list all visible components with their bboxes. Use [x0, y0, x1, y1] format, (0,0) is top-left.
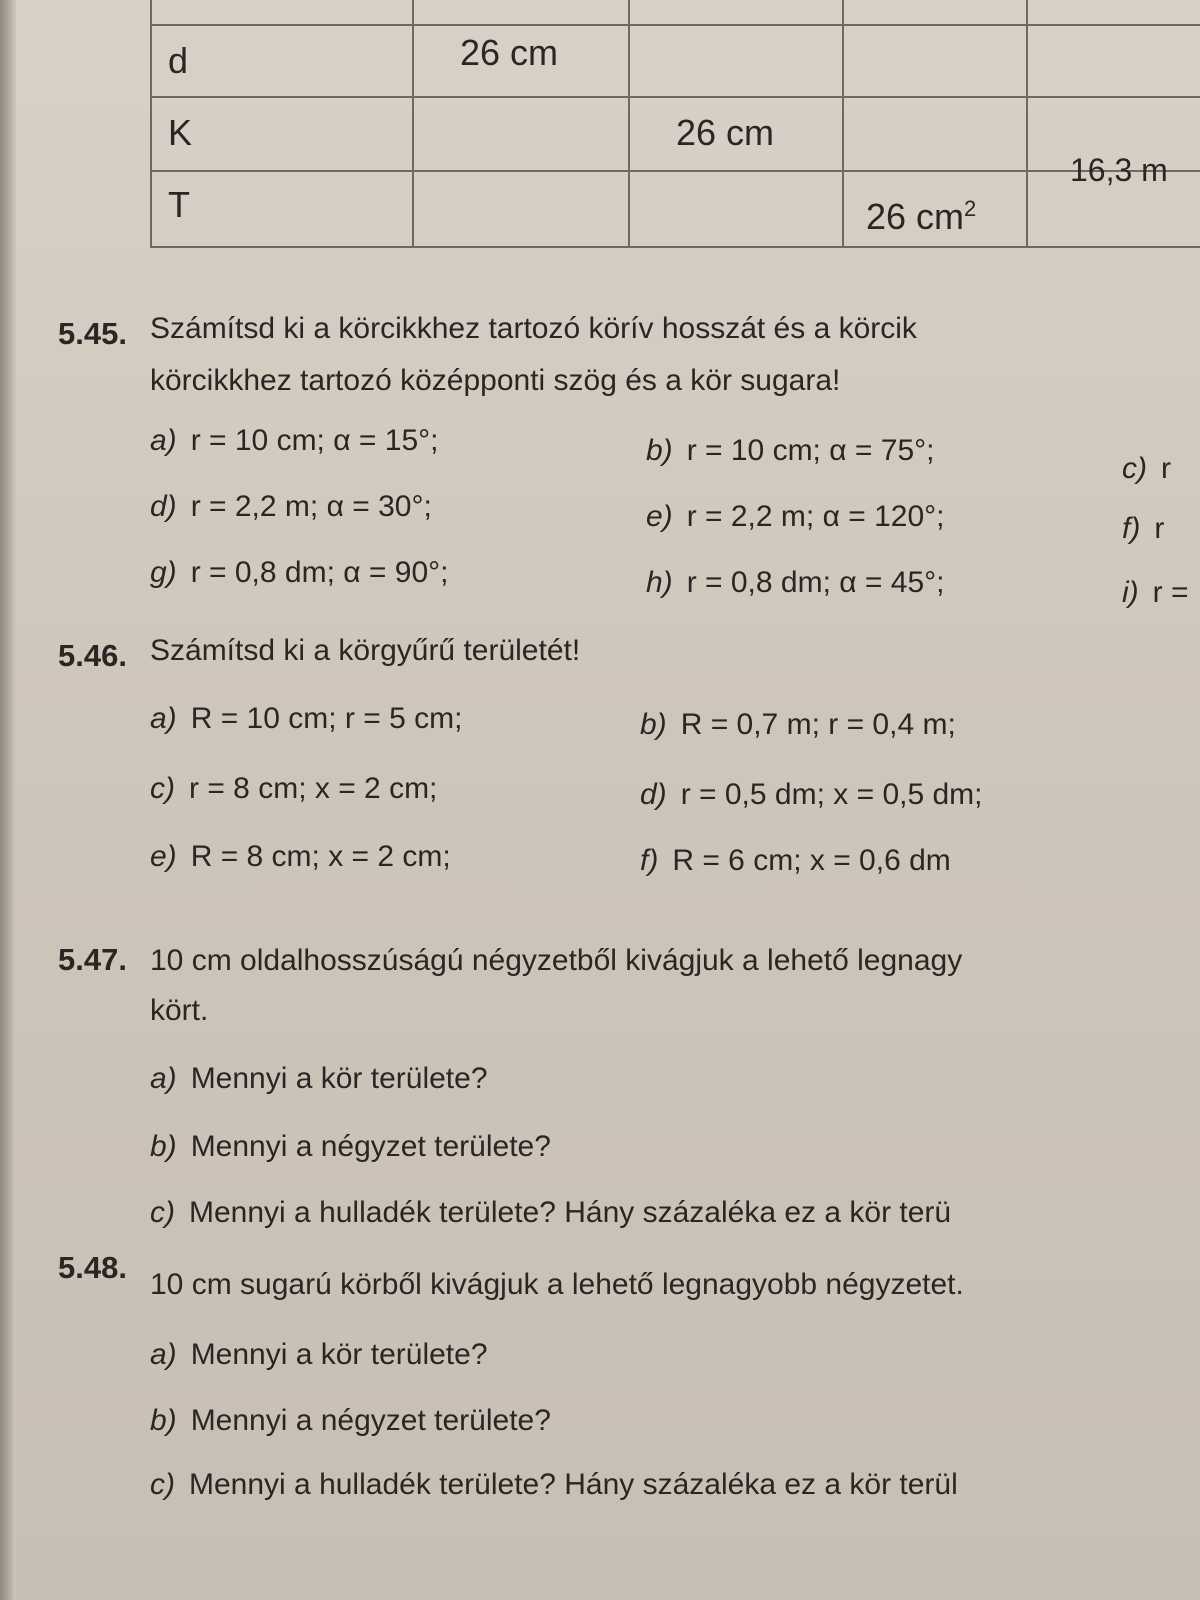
subtask-label: c) [150, 1468, 175, 1501]
subtask-label: a) [150, 1062, 177, 1095]
subtask [640, 778, 983, 812]
problem-number: 5.46. [58, 638, 127, 673]
subtask-label: d) [150, 490, 177, 523]
table-rule [412, 0, 414, 248]
table-rule [842, 0, 844, 248]
subtask-label: i) [1122, 576, 1139, 609]
subtask-label: b) [646, 434, 673, 467]
problem-text-line: 10 cm sugarú körből kivágjuk a lehető legnagyobb négyzetet. [150, 1268, 964, 1301]
problem-number: 5.48. [58, 1250, 127, 1285]
subtask-text: R = 0,7 m; r = 0,4 m; [680, 708, 956, 741]
table-row-label: K [168, 112, 193, 153]
table-rule [628, 0, 630, 248]
subtask-label: c) [150, 1196, 175, 1229]
subtask-text: r = 0,8 dm; α = 45°; [686, 566, 945, 599]
subtask-text: r = 2,2 m; α = 120°; [686, 500, 945, 533]
table-rule [150, 24, 1200, 26]
subtask [1122, 576, 1189, 610]
subtask [150, 702, 462, 736]
subtask-label: h) [646, 566, 673, 599]
subtask-label: c) [1122, 452, 1147, 485]
subtask-label: b) [150, 1130, 177, 1163]
subtask-text: r = 2,2 m; α = 30°; [190, 490, 432, 523]
table-cell-value: 26 cm [866, 196, 965, 237]
subtask [150, 1130, 551, 1164]
subtask-text: r = 0,5 dm; x = 0,5 dm; [680, 778, 983, 811]
subtask [150, 556, 449, 590]
subtask-label: e) [646, 500, 673, 533]
subtask [1122, 512, 1164, 546]
subtask-text: Mennyi a kör területe? [190, 1062, 488, 1095]
problem-text-line: Számítsd ki a körgyűrű területét! [150, 634, 581, 667]
subtask-label: e) [150, 840, 177, 873]
subtask [640, 844, 951, 878]
problem-text-line: Számítsd ki a körcikkhez tartozó körív hosszát és a körcik [150, 312, 917, 345]
subtask-text: r = 10 cm; α = 75°; [686, 434, 935, 467]
subtask-label: a) [150, 1338, 177, 1371]
table-row-label: d [168, 40, 189, 81]
table-cell: 16,3 m [1070, 152, 1168, 188]
subtask [150, 1338, 488, 1372]
table-rule [1026, 0, 1028, 248]
subtask-text: R = 10 cm; r = 5 cm; [190, 702, 463, 735]
subtask [646, 500, 945, 534]
subtask-label: a) [150, 424, 177, 457]
subtask [150, 1062, 488, 1096]
subtask [646, 434, 934, 468]
subtask [646, 566, 945, 600]
problem-number: 5.45. [58, 316, 127, 351]
subtask-text: Mennyi a hulladék területe? Hány százaléka ez a kör terü [189, 1196, 952, 1229]
table-rule [150, 246, 1200, 248]
book-gutter-shadow [0, 0, 16, 1600]
superscript: 2 [964, 196, 977, 221]
subtask [150, 1468, 958, 1502]
subtask-text: Mennyi a hulladék területe? Hány százaléka ez a kör terül [189, 1468, 958, 1501]
subtask-label: b) [640, 708, 667, 741]
subtask-text: r [1161, 452, 1171, 485]
table-rule [150, 170, 1200, 172]
subtask-label: f) [640, 844, 659, 877]
subtask-text: Mennyi a négyzet területe? [190, 1130, 551, 1163]
subtask [150, 840, 451, 874]
subtask [150, 490, 432, 524]
subtask-text: Mennyi a kör területe? [190, 1338, 488, 1371]
subtask [150, 424, 438, 458]
table-rule [150, 0, 152, 248]
subtask-text: r = 0,8 dm; α = 90°; [190, 556, 449, 589]
values-table [150, 0, 1200, 262]
problem-text-line: kört. [150, 994, 209, 1027]
subtask-label: a) [150, 702, 177, 735]
subtask-text: r = 10 cm; α = 15°; [190, 424, 439, 457]
problem-number: 5.47. [58, 942, 127, 977]
subtask-text: R = 8 cm; x = 2 cm; [190, 840, 451, 873]
subtask-text: r = [1152, 576, 1189, 609]
table-row-label: T [168, 184, 190, 225]
subtask-text: r [1154, 512, 1165, 545]
table-cell: 26 cm [676, 112, 775, 153]
subtask-label: c) [150, 772, 175, 805]
subtask-label: b) [150, 1404, 177, 1437]
subtask [150, 1404, 551, 1438]
subtask-label: d) [640, 778, 667, 811]
subtask-label: f) [1122, 512, 1141, 545]
subtask [150, 1196, 951, 1230]
problem-text-line: körcikkhez tartozó középponti szög és a kör sugara! [150, 364, 841, 397]
subtask-text: Mennyi a négyzet területe? [190, 1404, 551, 1437]
subtask [640, 708, 956, 742]
table-rule [150, 96, 1200, 98]
table-cell [866, 196, 976, 238]
subtask [1122, 452, 1171, 486]
subtask [150, 772, 437, 806]
table-cell: 26 cm [460, 32, 559, 73]
subtask-label: g) [150, 556, 177, 589]
subtask-text: R = 6 cm; x = 0,6 dm [672, 844, 951, 877]
problem-text-line: 10 cm oldalhosszúságú négyzetből kivágjuk a lehető legnagy [150, 944, 963, 977]
subtask-text: r = 8 cm; x = 2 cm; [189, 772, 438, 805]
